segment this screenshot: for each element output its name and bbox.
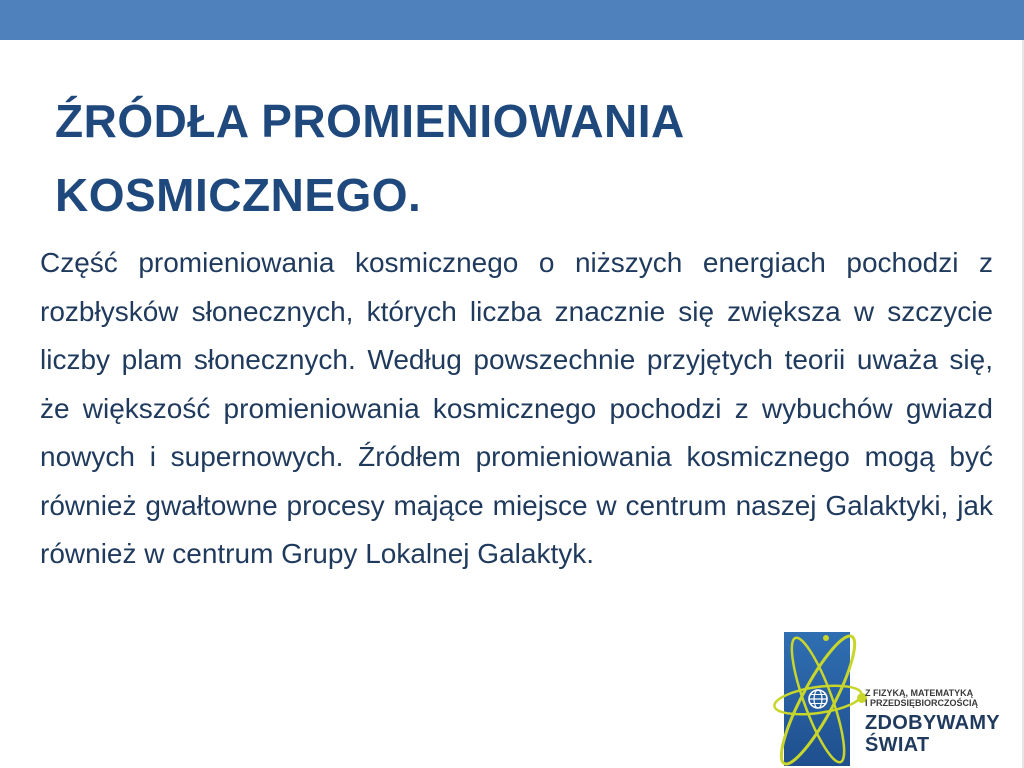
top-banner-bar (0, 0, 1024, 40)
logo-word-zdobywamy: ZDOBYWAMY (865, 712, 1000, 734)
project-logo (770, 622, 1024, 768)
logo-tagline: Z FIZYKĄ, MATEMATYKĄ I PRZEDSIĘBIORCZOŚCIĄ (865, 688, 979, 708)
slide-body-text: Część promieniowania kosmicznego o niższych energiach pochodzi z rozbłysków słonecznych, których liczba znacznie się zwiększa w szczycie liczby plam słonecznych. Według powszechnie przyjętych teorii uważa się, że większość promieniowania kosmicznego pochodzi z wybuchów gwiazd nowych i supernowych. Źródłem promieniowania kosmicznego mogą być również gwałtowne procesy mające miejsce w centrum naszej Galaktyki, jak również w centrum Grupy Lokalnej Galaktyk. (40, 247, 993, 569)
logo-word-swiat: ŚWIAT (865, 734, 930, 756)
globe-icon (807, 688, 829, 710)
slide-title: ŹRÓDŁA PROMIENIOWANIA KOSMICZNEGO. (55, 95, 684, 221)
